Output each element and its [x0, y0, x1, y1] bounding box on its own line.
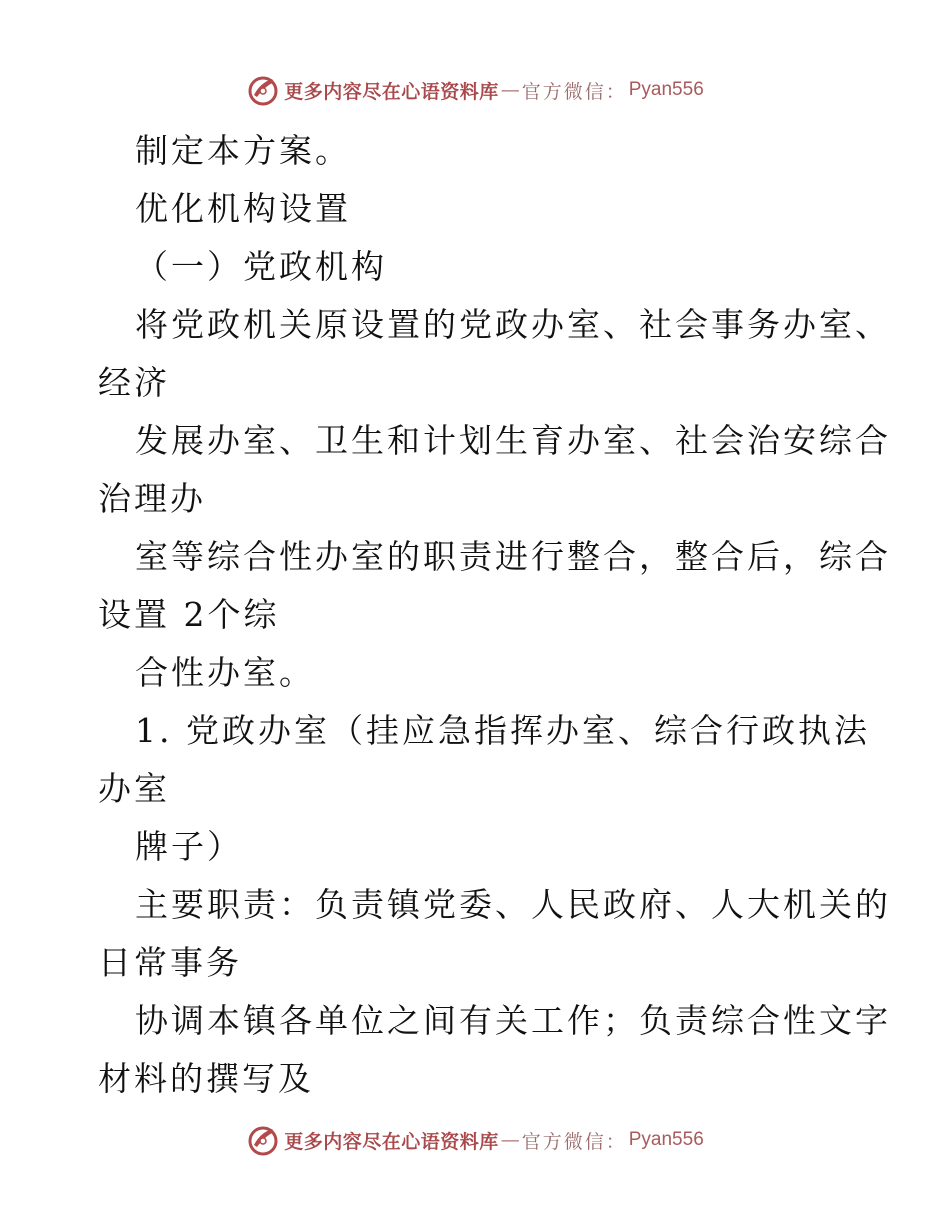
text-line: 发展办室、卫生和计划生育办室、社会治安综合 — [135, 421, 891, 460]
banner-official-label: 官方微信： — [521, 80, 627, 103]
footer-banner — [0, 1120, 950, 1160]
banner-title: 更多内容尽在心语资料库 — [284, 80, 499, 103]
text-line: 材料的撰写及 — [98, 1059, 314, 1098]
text-line: 牌子） — [135, 827, 243, 866]
text-line: 治理办 — [98, 479, 206, 518]
text-line: 制定本方案。 — [135, 131, 351, 170]
text-line: 设置 2个综 — [98, 595, 280, 634]
text-line: 将党政机关原设置的党政办室、社会事务办室、 — [135, 305, 891, 344]
banner-wechat-id: Pyan556 — [628, 1129, 704, 1150]
section-heading: 优化机构设置 — [135, 189, 351, 228]
banner-dash: — — [500, 1129, 520, 1151]
text-line: 1. 党政办室（挂应急指挥办室、综合行政执法 — [135, 711, 870, 750]
banner-dash: — — [500, 79, 520, 101]
text-line: 办室 — [98, 769, 170, 808]
banner-title: 更多内容尽在心语资料库 — [284, 1130, 499, 1153]
banner-official-label: 官方微信： — [521, 1130, 627, 1153]
subsection-heading: （一）党政机构 — [135, 247, 387, 286]
text-line: 主要职责：负责镇党委、人民政府、人大机关的 — [135, 885, 891, 924]
banner-wechat-id: Pyan556 — [628, 79, 704, 100]
text-line: 经济 — [98, 363, 170, 402]
header-banner — [0, 70, 950, 110]
text-line: 日常事务 — [98, 943, 242, 982]
document-body — [98, 122, 891, 1108]
text-line: 室等综合性办室的职责进行整合，整合后，综合 — [135, 537, 891, 576]
pen-logo-icon — [246, 73, 280, 107]
text-line: 合性办室。 — [135, 653, 315, 692]
text-line: 协调本镇各单位之间有关工作；负责综合性文字 — [135, 1001, 891, 1040]
pen-logo-icon — [246, 1123, 280, 1157]
